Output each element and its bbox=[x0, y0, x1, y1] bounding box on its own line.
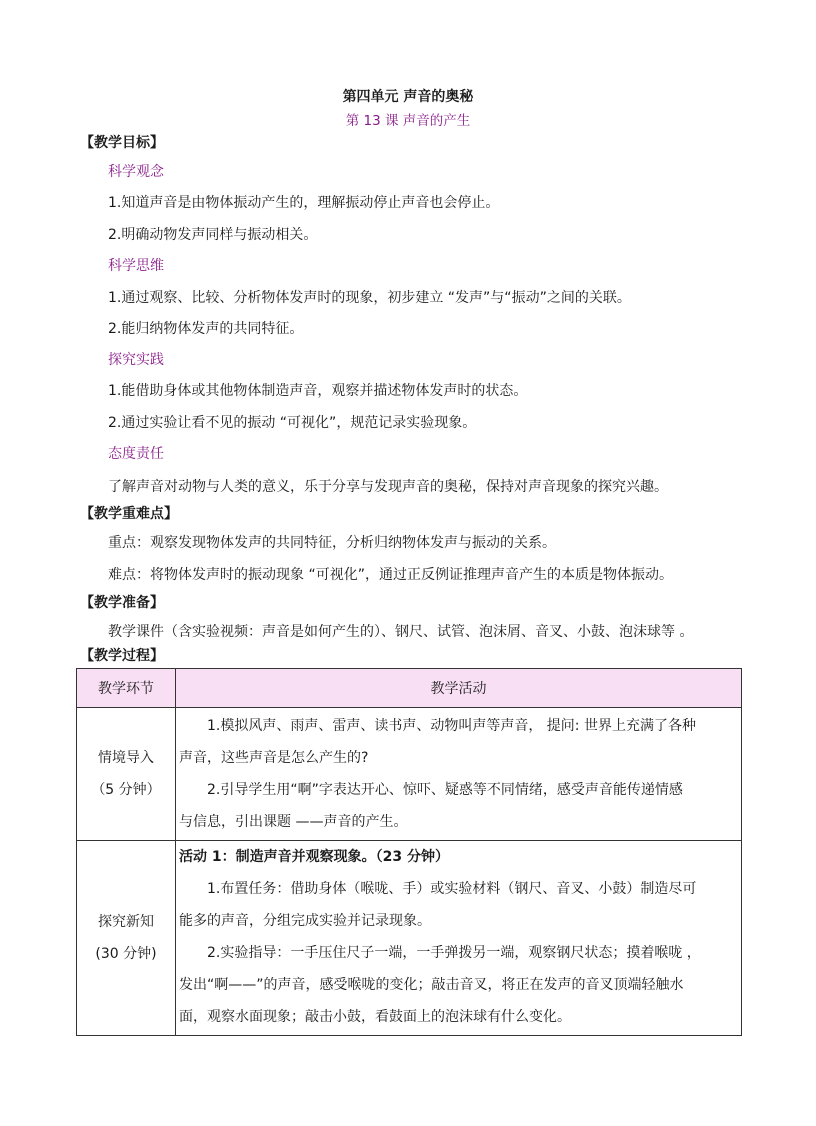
activity-line: 发出“啊——”的声音，感受喉咙的变化；敲击音叉，将正在发声的音叉顶端轻触水 bbox=[179, 977, 684, 993]
goal-item: 1.知道声音是由物体振动产生的，理解振动停止声音也会停止。 bbox=[108, 195, 500, 211]
stage-cell bbox=[77, 708, 176, 841]
activity-line: 1.模拟风声、雨声、雷声、读书声、动物叫声等声音， 提问: 世界上充满了各种 bbox=[207, 718, 696, 734]
table-row bbox=[77, 841, 742, 1036]
process-heading: 【教学过程】 bbox=[80, 648, 164, 664]
activity-cell bbox=[176, 708, 742, 841]
col-header-stage: 教学环节 bbox=[77, 669, 176, 708]
activity-line: 与信息，引出课题 ——声音的产生。 bbox=[179, 814, 408, 830]
table-header-row bbox=[77, 669, 742, 708]
goal-item: 1.通过观察、比较、分析物体发声时的现象，初步建立 “发声”与“振动”之间的关联。 bbox=[108, 290, 631, 306]
goals-heading: 【教学目标】 bbox=[80, 135, 164, 151]
stage-cell bbox=[77, 841, 176, 1036]
activity-cell bbox=[176, 841, 742, 1036]
process-table bbox=[76, 668, 742, 1036]
unit-title: 第四单元 声音的奥秘 bbox=[342, 89, 474, 105]
goal-section-title: 态度责任 bbox=[108, 446, 164, 462]
goal-item: 1.能借助身体或其他物体制造声音，观察并描述物体发声时的状态。 bbox=[108, 383, 528, 399]
table-row bbox=[77, 708, 742, 841]
stage-name: 探究新知 bbox=[98, 914, 154, 930]
goal-item: 2.明确动物发声同样与振动相关。 bbox=[108, 227, 318, 243]
col-header-activity: 教学活动 bbox=[176, 669, 742, 708]
goal-section-title: 科学观念 bbox=[108, 164, 164, 180]
prep-heading: 【教学准备】 bbox=[80, 595, 164, 611]
activity-line: 面，观察水面现象；敲击小鼓，看鼓面上的泡沫球有什么变化。 bbox=[179, 1009, 571, 1025]
activity-line: 2.实验指导：一手压住尺子一端，一手弹拨另一端，观察钢尺状态；摸着喉咙 ， bbox=[207, 945, 701, 961]
activity-title: 活动 1：制造声音并观察现象。（23 分钟） bbox=[179, 849, 449, 865]
activity-line: 能多的声音，分组完成实验并记录现象。 bbox=[179, 913, 431, 929]
goal-item: 2.通过实验让看不见的振动 “可视化”，规范记录实验现象。 bbox=[108, 415, 477, 431]
goal-item: 了解声音对动物与人类的意义，乐于分享与发现声音的奥秘，保持对声音现象的探究兴趣。 bbox=[108, 479, 668, 495]
goal-item: 2.能归纳物体发声的共同特征。 bbox=[108, 321, 304, 337]
goal-section-title: 科学思维 bbox=[108, 258, 164, 274]
lesson-title: 第 13 课 声音的产生 bbox=[345, 113, 471, 129]
stage-name: 情境导入 bbox=[98, 750, 154, 766]
goal-section-title: 探究实践 bbox=[108, 352, 164, 368]
activity-line: 声音，这些声音是怎么产生的? bbox=[179, 750, 369, 766]
prep-text: 教学课件（含实验视频：声音是如何产生的）、钢尺、试管、泡沫屑、音叉、小鼓、泡沫球等 。 bbox=[108, 624, 694, 640]
key-points-heading: 【教学重难点】 bbox=[80, 506, 178, 522]
key-point: 重点：观察发现物体发声的共同特征，分析归纳物体发声与振动的关系。 bbox=[108, 535, 556, 551]
activity-line: 2.引导学生用“啊”字表达开心、惊吓、疑惑等不同情绪，感受声音能传递情感 bbox=[207, 782, 683, 798]
stage-time: （5 分钟） bbox=[91, 782, 161, 798]
stage-time: (30 分钟) bbox=[95, 946, 157, 962]
key-point: 难点：将物体发声时的振动现象 “可视化”，通过正反例证推理声音产生的本质是物体振动。 bbox=[108, 567, 673, 583]
activity-line: 1.布置任务：借助身体（喉咙、手）或实验材料（钢尺、音叉、小鼓）制造尽可 bbox=[207, 881, 697, 897]
